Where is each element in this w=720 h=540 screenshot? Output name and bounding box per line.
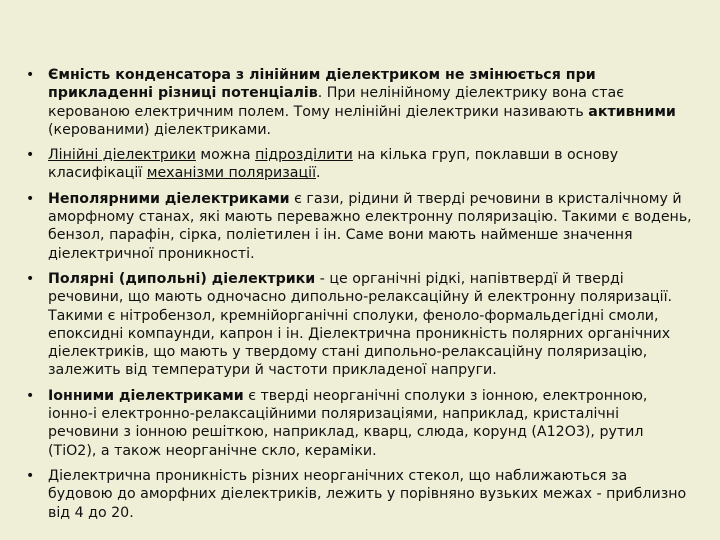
bullet-item: [26, 66, 694, 139]
bullet-list: [26, 66, 694, 529]
bullet-dot: •: [26, 147, 35, 164]
text-run: .: [316, 165, 321, 182]
underlined-term: Лінійні діелектрики: [48, 147, 196, 164]
bullet-dot: •: [26, 387, 35, 404]
text-run: Діелектрична проникність різних неорганічних стекол, що наближаються за будовою до аморфних діелектриків, лежить у порівняно вузьких межах - приблизно від 4 до 20.: [48, 467, 687, 521]
bullet-item: [26, 387, 694, 460]
bold-term: Полярні (дипольні) діелектрики: [48, 270, 316, 287]
text-run: є гази, рідини й тверді речовини в кристалічному й аморфному станах, які мають переважно електронну поляризацію. Такими є водень, бензол, парафін, сірка, поліетилен і ін. Саме вони мають найменше значення діелектричної проникності.: [48, 190, 692, 262]
bullet-text: [48, 388, 647, 459]
bold-term: Неполярними діелектриками: [48, 190, 290, 207]
text-run: можна: [195, 147, 256, 164]
bullet-dot: •: [26, 270, 35, 287]
bullet-text: [48, 147, 618, 181]
underlined-term: механізми поляризації: [146, 165, 317, 182]
text-run: . При нелінійному діелектрику вона стає керованою електричним полем. Тому нелінійні діелектрики називають: [48, 85, 625, 120]
text-run: є тверді неорганічні сполуки з іонною, електронною, іонно-і електронно-релаксаційними поляризаціями, наприклад, кристалічні речовини з іонною решіткою, наприклад, кварц, слюда, корунд (А12О3), рутил (ТiО2), а також неорганічне скло, кераміки.: [48, 387, 648, 459]
bold-term: активними: [588, 103, 676, 120]
text-run: - це органічні рідкі, напівтвердї й тверді речовини, що мають одночасно дипольно-релаксаційну й електронну поляризації. Такими є нітробензол, кремнійорганічні сполуки, феноло-формальдегідні смоли, епоксидні компаунди, капрон і ін. Діелектрична проникність полярних органічних діелектриків, що мають у твердому стані дипольно-релаксаційну поляризацію, залежить від температури й частоти прикладеної напруги.: [48, 270, 673, 379]
bullet-text: [48, 468, 686, 521]
bullet-text: [48, 67, 676, 138]
bullet-dot: •: [26, 467, 35, 484]
bullet-item: [26, 190, 694, 263]
bullet-text: [48, 191, 692, 262]
bullet-text: [48, 271, 672, 378]
bullet-item: [26, 270, 694, 380]
bullet-item: [26, 146, 694, 183]
bold-term: Ємність конденсатора з лінійним діелектриком не змінюється при прикладенні різниці потенціалів: [48, 67, 596, 102]
text-run: на кілька груп, поклавши в основу класифікації: [48, 147, 619, 182]
text-run: (керованими) діелектриками.: [48, 121, 272, 138]
bullet-dot: •: [26, 190, 35, 207]
bold-term: Іонними діелектриками: [48, 387, 244, 404]
underlined-term: підрозділити: [255, 147, 353, 164]
bullet-item: [26, 467, 694, 522]
bullet-dot: •: [26, 67, 35, 83]
